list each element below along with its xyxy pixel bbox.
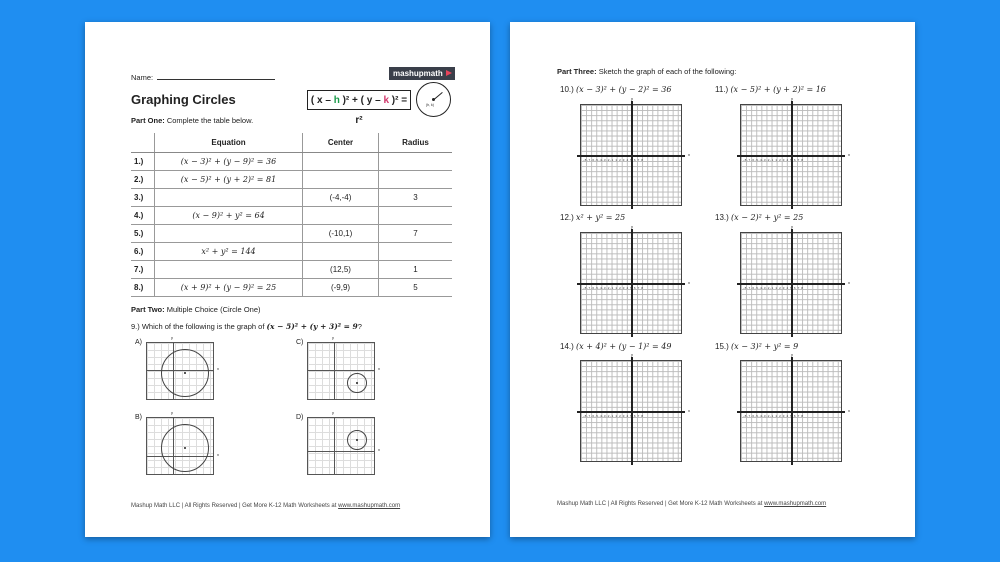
part-three-label: Part Three: [557, 67, 597, 76]
y-axis-label: y [791, 352, 793, 357]
question-9-text: 9.) Which of the following is the graph of [131, 322, 267, 331]
circle-center-dot [184, 447, 186, 449]
x-axis-label: x [688, 280, 690, 285]
choice-a-graph [146, 342, 214, 400]
y-axis-label: y [791, 224, 793, 229]
choice-a-label: A) [135, 339, 142, 346]
center-cell[interactable] [303, 171, 379, 189]
center-cell[interactable] [303, 153, 379, 171]
x-axis-label: x [378, 366, 380, 371]
table-row [131, 225, 452, 243]
problem-11 [715, 85, 826, 94]
y-axis-label: y [631, 96, 633, 101]
formula-k: k [383, 95, 390, 106]
table-row [131, 171, 452, 189]
circle-center-dot [184, 372, 186, 374]
part-two-heading [131, 305, 261, 314]
worksheet-page-1 [85, 22, 490, 537]
problem-number: 15.) [715, 342, 729, 351]
problem-equation: (x − 2)² + y² = 25 [731, 213, 804, 222]
row-number: 7.) [131, 261, 155, 279]
center-cell[interactable] [303, 243, 379, 261]
center-cell[interactable]: (12,5) [303, 261, 379, 279]
footer-text: Mashup Math LLC | All Rights Reserved | Get More K-12 Math Worksheets at [131, 503, 339, 509]
x-tick-labels: -8-7-6-5-4-3-2-1 1 2 3 4 5 6 7 8 [743, 158, 804, 162]
x-axis-label: x [217, 366, 219, 371]
y-axis [334, 343, 335, 399]
equation-cell[interactable] [155, 261, 303, 279]
x-tick-labels: -8-7-6-5-4-3-2-1 1 2 3 4 5 6 7 8 [583, 158, 644, 162]
y-axis-label: y [171, 335, 173, 340]
y-axis-label: y [171, 410, 173, 415]
formula-part: ( x – [310, 95, 334, 106]
center-cell[interactable] [303, 207, 379, 225]
part-one-label: Part One: [131, 116, 165, 125]
row-number: 5.) [131, 225, 155, 243]
row-number: 1.) [131, 153, 155, 171]
y-axis [334, 418, 335, 474]
footer-link[interactable]: www.mashupmath.com [764, 501, 827, 507]
graph-grid-13[interactable] [740, 224, 850, 334]
choice-d-graph [307, 417, 375, 475]
x-axis-label: x [688, 152, 690, 157]
x-tick-labels: -8-7-6-5-4-3-2-1 1 2 3 4 5 6 7 8 [583, 286, 644, 290]
x-axis-label: x [848, 152, 850, 157]
radius-line [434, 92, 443, 100]
page-footer [131, 503, 400, 509]
row-number: 3.) [131, 189, 155, 207]
problem-equation: (x + 4)² + (y − 1)² = 49 [576, 342, 672, 351]
part-one-heading [131, 116, 253, 125]
graph-grid-11[interactable] [740, 96, 850, 206]
x-axis-label: x [688, 408, 690, 413]
equation-cell[interactable]: x² + y² = 144 [155, 243, 303, 261]
part-one-text: Complete the table below. [164, 116, 254, 125]
x-tick-labels: -8-7-6-5-4-3-2-1 1 2 3 4 5 6 7 8 [743, 414, 804, 418]
radius-cell[interactable]: 7 [379, 225, 453, 243]
x-axis-label: x [217, 452, 219, 457]
formula-h: h [333, 95, 340, 106]
x-axis-label: x [848, 280, 850, 285]
problem-equation: (x − 3)² + y² = 9 [731, 342, 799, 351]
equation-cell[interactable] [155, 189, 303, 207]
center-label: (h, k) [426, 103, 434, 107]
table-row [131, 189, 452, 207]
radius-cell[interactable] [379, 153, 453, 171]
footer-link[interactable]: www.mashupmath.com [338, 503, 401, 509]
y-axis [631, 357, 633, 465]
circle-center-dot [356, 439, 358, 441]
part-two-label: Part Two: [131, 305, 165, 314]
formula-part: )² + ( y – [339, 95, 384, 106]
problem-10 [560, 85, 671, 94]
problem-number: 14.) [560, 342, 574, 351]
question-9 [131, 322, 362, 331]
part-two-text: Multiple Choice (Circle One) [164, 305, 261, 314]
problem-number: 12.) [560, 213, 574, 222]
problem-13 [715, 213, 803, 222]
table-row [131, 153, 452, 171]
equation-cell[interactable]: (x − 5)² + (y + 2)² = 81 [155, 171, 303, 189]
page-title: Graphing Circles [131, 92, 236, 107]
name-field-row [131, 72, 275, 82]
radius-cell[interactable]: 3 [379, 189, 453, 207]
choice-d-label: D) [296, 414, 304, 421]
choice-c-graph [307, 342, 375, 400]
table-row [131, 207, 452, 225]
problem-equation: x² + y² = 25 [576, 213, 626, 222]
problem-number: 11.) [715, 85, 729, 94]
equation-cell[interactable]: (x − 3)² + (y − 9)² = 36 [155, 153, 303, 171]
x-tick-labels: -8-7-6-5-4-3-2-1 1 2 3 4 5 6 7 8 [583, 414, 644, 418]
choice-b-graph [146, 417, 214, 475]
problem-12 [560, 213, 625, 222]
center-cell[interactable]: (-10,1) [303, 225, 379, 243]
name-label: Name: [131, 73, 154, 82]
part-three-heading [557, 67, 736, 76]
circle-formula-box [307, 90, 411, 126]
radius-cell[interactable] [379, 207, 453, 225]
x-axis [308, 451, 374, 452]
play-icon [446, 70, 452, 76]
equation-cell[interactable]: (x − 9)² + y² = 64 [155, 207, 303, 225]
footer-text: Mashup Math LLC | All Rights Reserved | Get More K-12 Math Worksheets at [557, 501, 765, 507]
problem-14 [560, 342, 671, 351]
problem-equation: (x − 5)² + (y + 2)² = 16 [730, 85, 826, 94]
y-axis-label: y [332, 410, 334, 415]
worksheet-page-2 [510, 22, 915, 537]
y-axis-label: y [631, 224, 633, 229]
table-header-row [131, 133, 452, 153]
table-row [131, 243, 452, 261]
graph-grid-10[interactable] [580, 96, 690, 206]
graph-grid-14[interactable] [580, 352, 690, 462]
y-axis [631, 229, 633, 337]
table-row [131, 279, 452, 297]
part-three-text: Sketch the graph of each of the following: [596, 67, 737, 76]
choice-c-label: C) [296, 339, 304, 346]
question-9-end: ? [357, 322, 362, 331]
radius-cell[interactable] [379, 171, 453, 189]
problem-equation: (x − 3)² + (y − 2)² = 36 [576, 85, 672, 94]
problem-number: 10.) [560, 85, 574, 94]
graph-grid-15[interactable] [740, 352, 850, 462]
y-axis-label: y [631, 352, 633, 357]
y-axis [791, 229, 793, 337]
table-row [131, 261, 452, 279]
center-cell[interactable]: (-4,-4) [303, 189, 379, 207]
problem-15 [715, 342, 798, 351]
graph-grid-12[interactable] [580, 224, 690, 334]
row-number: 8.) [131, 279, 155, 297]
x-tick-labels: -8-7-6-5-4-3-2-1 1 2 3 4 5 6 7 8 [743, 286, 804, 290]
header-number [131, 133, 155, 153]
y-axis [791, 101, 793, 209]
radius-cell[interactable]: 5 [379, 279, 453, 297]
page-footer [557, 501, 826, 507]
radius-cell[interactable]: 1 [379, 261, 453, 279]
problem-number: 13.) [715, 213, 729, 222]
row-number: 2.) [131, 171, 155, 189]
circle-diagram-icon [416, 82, 451, 117]
x-axis-label: x [378, 447, 380, 452]
circle-center-dot [356, 382, 358, 384]
header-radius: Radius [379, 133, 453, 153]
x-axis-label: x [848, 408, 850, 413]
header-center: Center [303, 133, 379, 153]
question-9-equation: (x − 5)² + (y + 3)² = 9 [266, 322, 358, 331]
y-axis [631, 101, 633, 209]
x-axis [308, 370, 374, 371]
brand-logo [389, 67, 455, 80]
row-number: 6.) [131, 243, 155, 261]
name-blank-line[interactable] [157, 72, 275, 80]
brand-text: mashupmath [393, 69, 443, 78]
radius-cell[interactable] [379, 243, 453, 261]
header-equation: Equation [155, 133, 303, 153]
y-axis-label: y [332, 335, 334, 340]
y-axis-label: y [791, 96, 793, 101]
equation-table [131, 133, 452, 297]
formula-part: )² = r² [355, 95, 408, 126]
row-number: 4.) [131, 207, 155, 225]
equation-cell[interactable]: (x + 9)² + (y − 9)² = 25 [155, 279, 303, 297]
choice-b-label: B) [135, 414, 142, 421]
center-cell[interactable]: (-9,9) [303, 279, 379, 297]
equation-cell[interactable] [155, 225, 303, 243]
y-axis [791, 357, 793, 465]
